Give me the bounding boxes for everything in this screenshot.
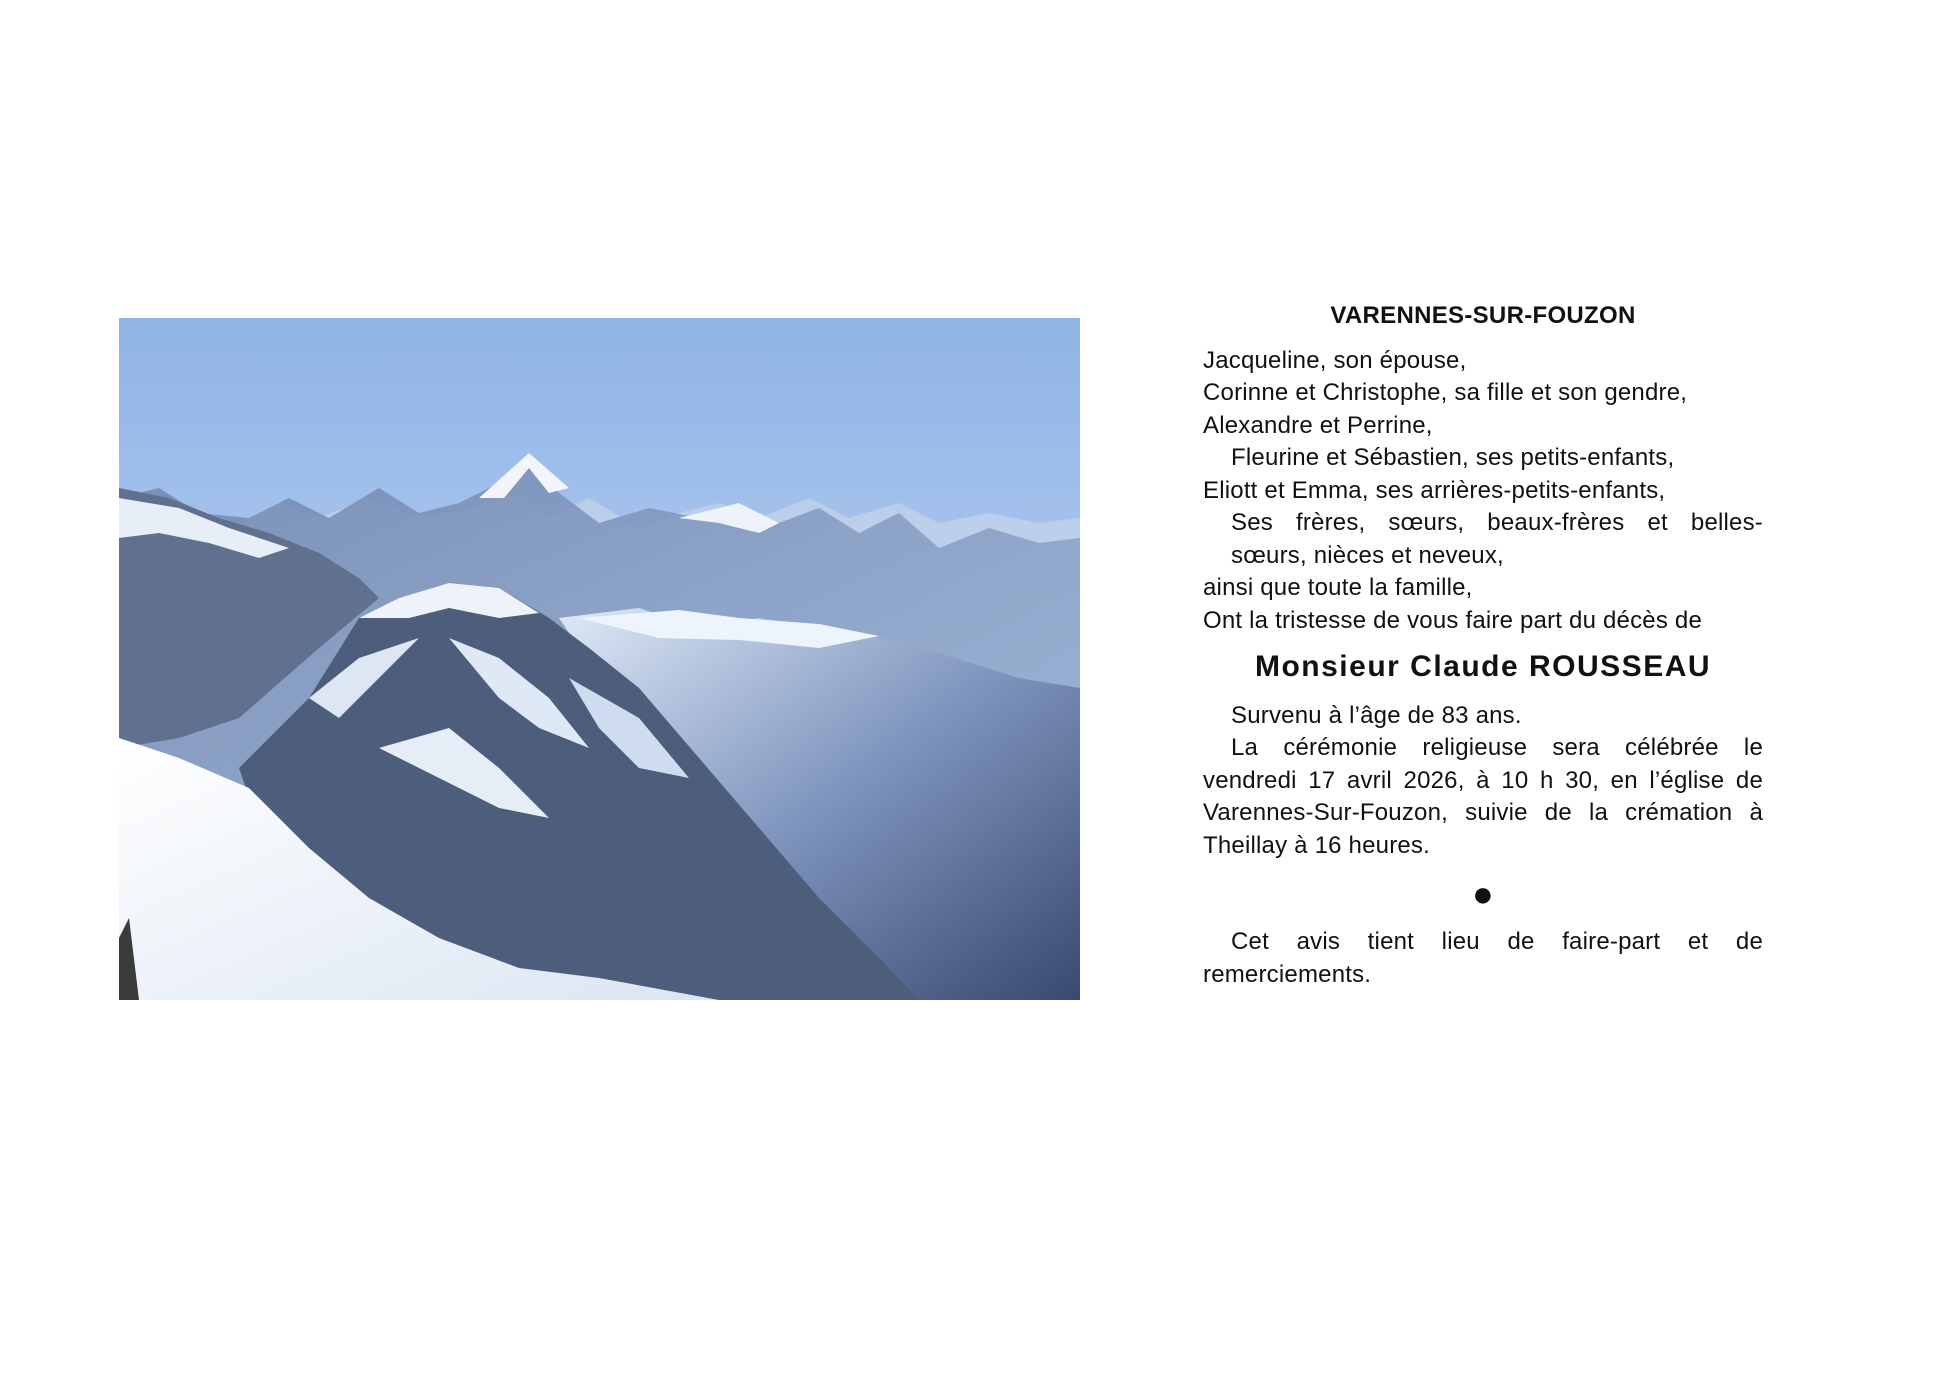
- closing-note: Cet avis tient lieu de faire-part et de remerciements.: [1203, 928, 1763, 988]
- obituary-notice: [1203, 300, 1763, 991]
- age-line: Survenu à l’âge de 83 ans.: [1231, 701, 1522, 729]
- deceased-name: Monsieur Claude ROUSSEAU: [1254, 650, 1712, 683]
- family-line: ainsi que toute la famille,: [1203, 574, 1473, 601]
- notice-town: VARENNES-SUR-FOUZON: [1330, 302, 1636, 329]
- mountain-photo: [119, 318, 1080, 1000]
- family-line: Ses frères, sœurs, beaux-frères et belles-: [1231, 509, 1763, 536]
- family-line: Alexandre et Perrine,: [1203, 411, 1433, 439]
- family-line: Ont la tristesse de vous faire part du décès de: [1203, 606, 1702, 634]
- family-line: Fleurine et Sébastien, ses petits-enfants,: [1231, 444, 1675, 471]
- mountain-landscape-image: [119, 318, 1080, 1000]
- family-line: sœurs, nièces et neveux,: [1231, 541, 1504, 569]
- ceremony-details: La cérémonie religieuse sera célébrée le vendredi 17 avril 2026, à 10 h 30, en l’église de Varennes-Sur-Fouzon, suivie de la crémation à Theillay à 16 heures.: [1203, 734, 1763, 859]
- family-line: Jacqueline, son épouse,: [1203, 346, 1467, 374]
- family-line: Corinne et Christophe, sa fille et son gendre,: [1203, 379, 1688, 406]
- bullet-separator: ●: [1472, 873, 1494, 914]
- family-line: Eliott et Emma, ses arrières-petits-enfants,: [1203, 476, 1666, 504]
